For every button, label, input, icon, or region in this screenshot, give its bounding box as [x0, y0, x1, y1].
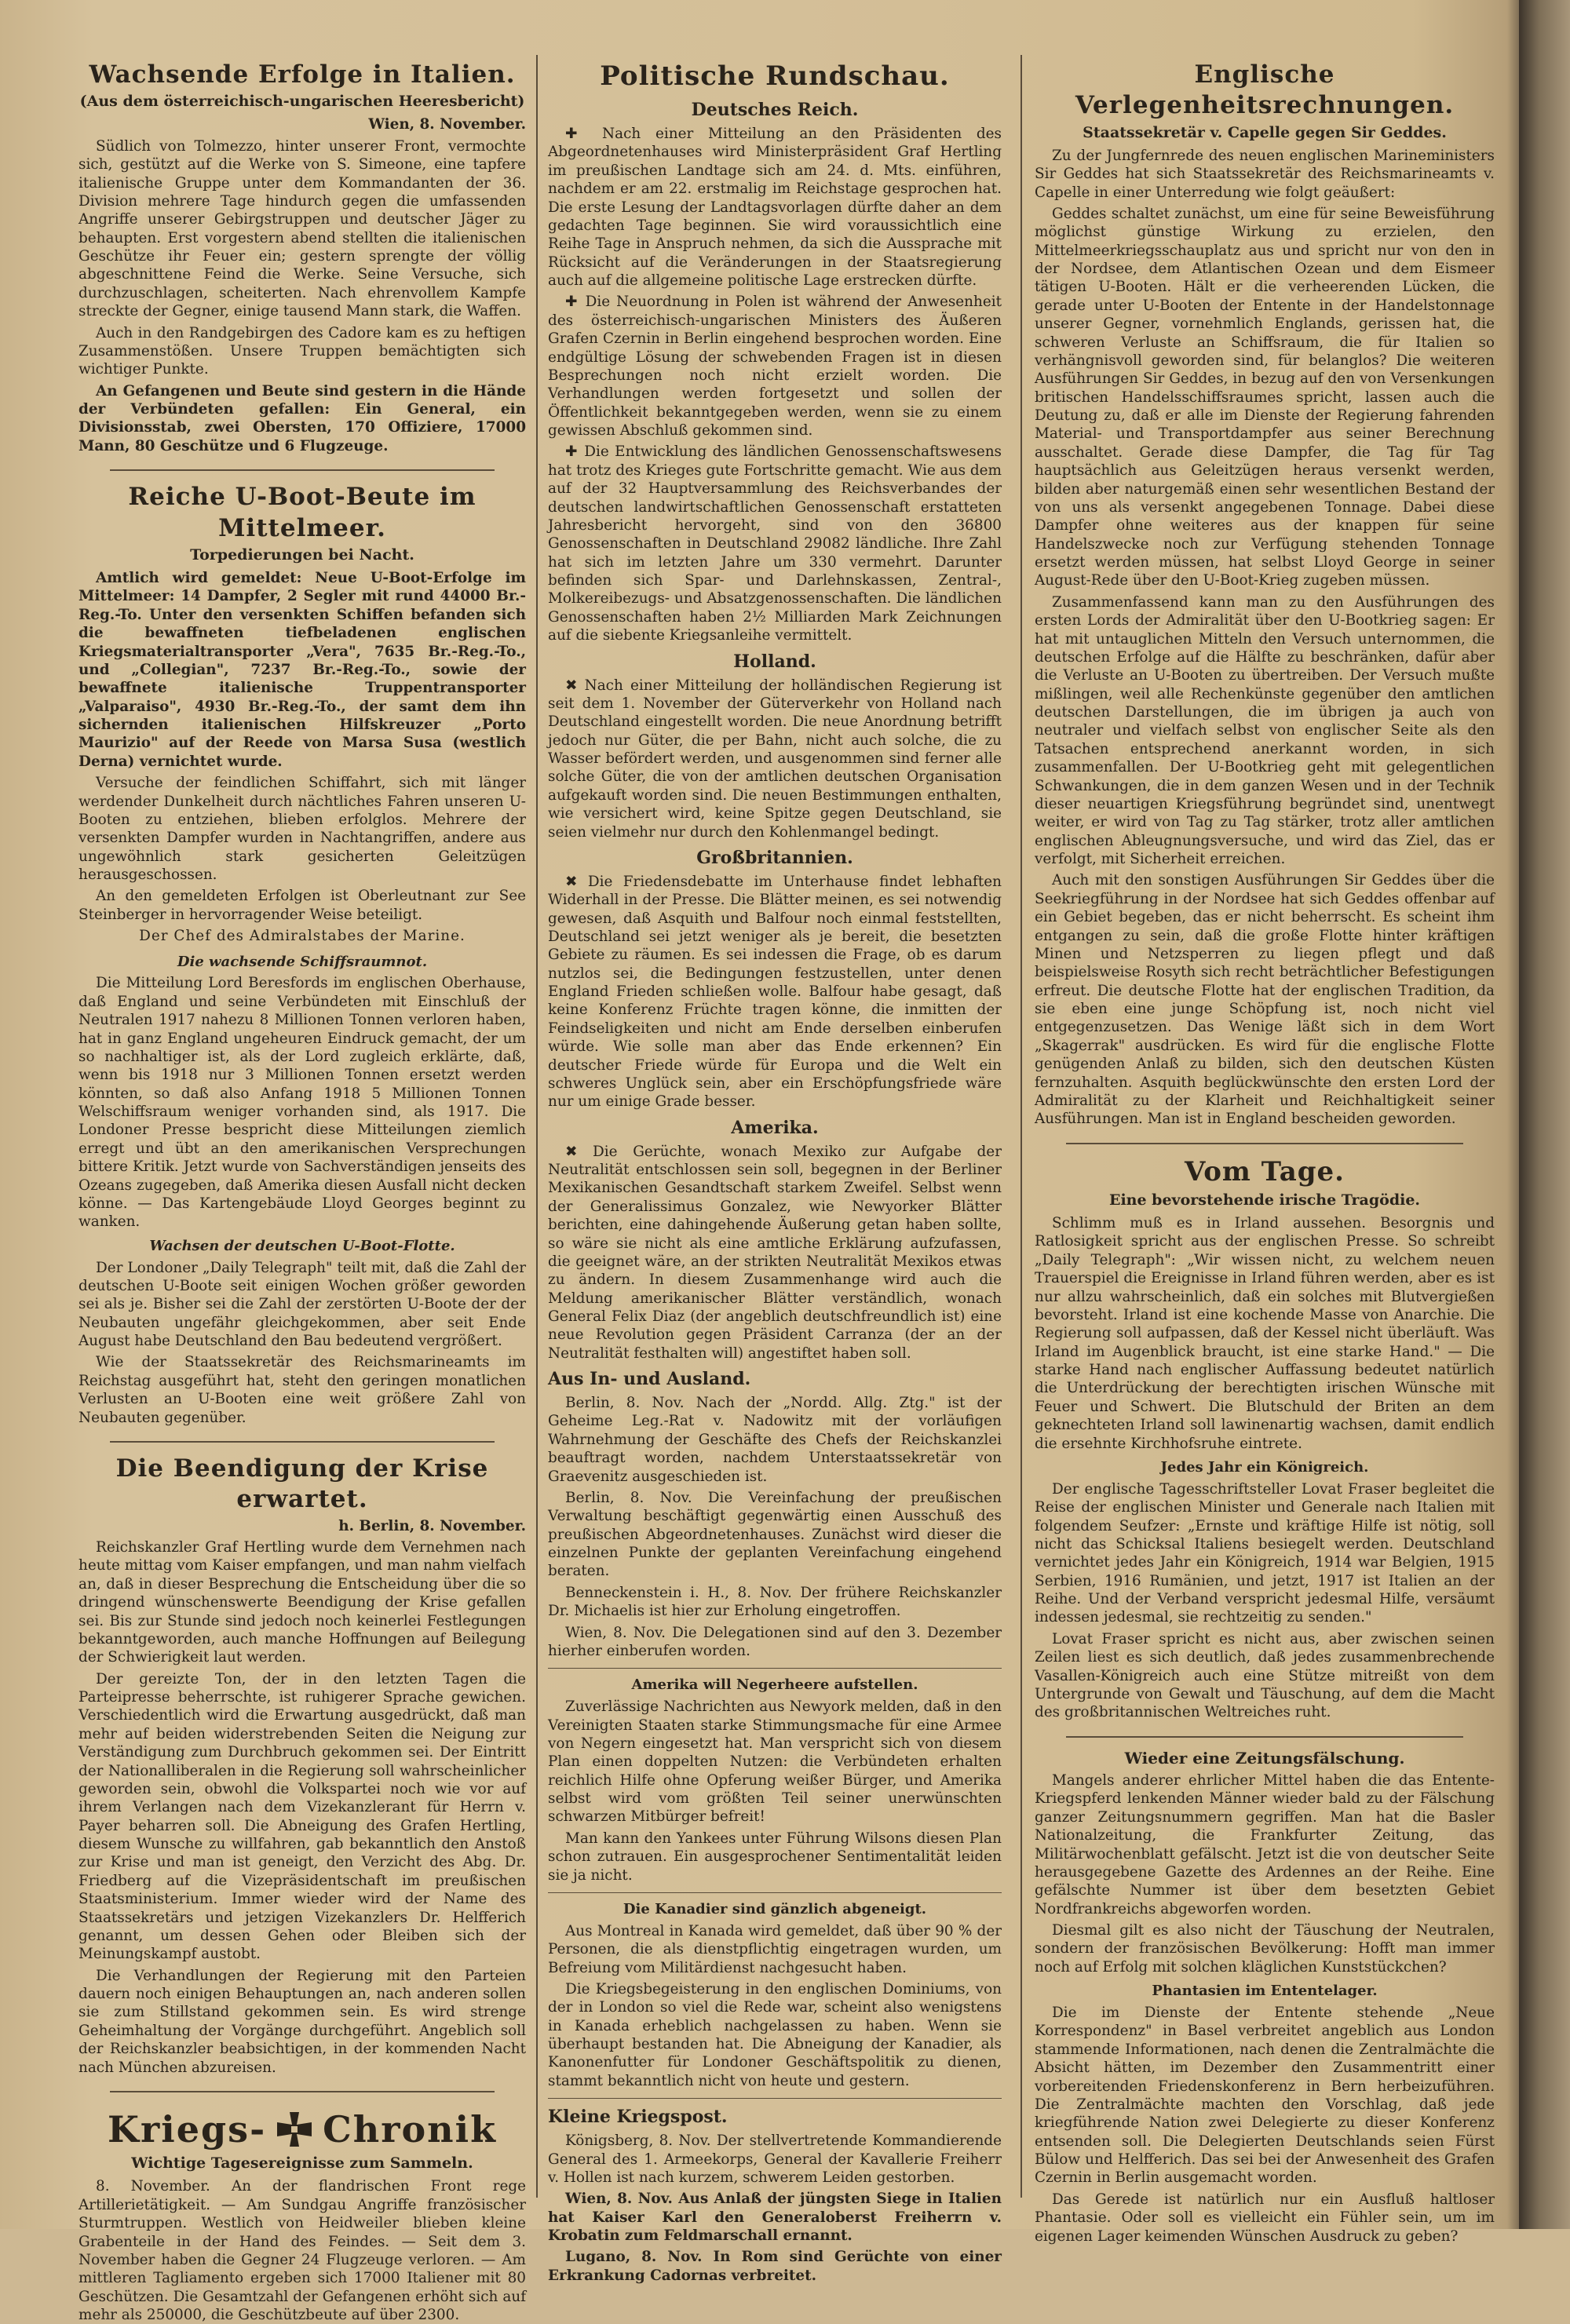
column-rule: [536, 55, 538, 2198]
headline-verlegenheit: Englische Verlegenheitsrechnungen.: [1075, 60, 1455, 120]
headline-krise: Die Beendigung der Krise erwartet.: [115, 1454, 489, 1514]
paragraph: An Gefangenen und Beute sind gestern in die Hände der Verbündeten gefallen: Ein General, ein Divisionsstab, zwei Obersten, 170 Offiziere, 17000 Mann, 80 Geschütze und 6 Flugzeuge.: [78, 382, 526, 454]
paragraph: ✖ Die Gerüchte, wonach Mexiko zur Aufgabe der Neutralität entschlossen sein soll, begegnen in der Berliner Mexikanischen Gesandtschaft starkem Zweifel. Selbst wenn der Generalissimus Gonzalez, wie Newyorker Blätter berichten, eine dahingehende Äußerung getan haben sollte, so wäre sie nicht als eine amtliche Erklärung aufzufassen, die geeignet wäre, an der strikten Neutralität Mexikos etwas zu ändern. In diesem Zusammenhange wird auch die Meldung amerikanischer Blätter verständlich, wonach General Felix Diaz (der angeblich deutschfreundlich ist) eine neue Revolution gegen Präsident Carranza (der an der Neutralität festhalten will) angestiftet haben soll.: [548, 1143, 1002, 1362]
paragraph: Der gereizte Ton, der in den letzten Tagen die Parteipresse beherrschte, ist ruhigerer Sprache gewichen. Verschiedentlich wird die Erwartung ausgedrückt, daß man mehr auf beiden widerstrebenden Seiten die Neigung zur Verständigung zum Durchbruch gekommen sei. Der Eintritt der Nationalliberalen in die Regierung soll wahrscheinlicher geworden sein, obwohl die Volkspartei noch wie vor auf ihrem Verlangen nach dem Vizekanzlerant für Herrn v. Payer beharren soll. Die Abneigung des Grafen Hertling, diesem Wunsche zu willfahren, gab bekanntlich den Anstoß zur Krise und man ist geneigt, den Verzicht des Abg. Dr. Friedberg auf die Vizepräsidentschaft im preußischen Staatsministerium. Immer wieder wird der Name des Staatssekretärs und jetzigen Vizekanzlers Dr. Helfferich genannt, um dessen Gehen oder Bleiben sich der Meinungskampf austobt.: [78, 1670, 526, 1963]
paragraph: Königsberg, 8. Nov. Der stellvertretende Kommandierende General des 1. Armeekorps, General der Kavallerie Freiherr v. Hollen ist nach kurzem, schwerem Leiden gestorben.: [548, 2132, 1002, 2186]
page-edge: [1519, 0, 1570, 2229]
headline-vom-tage: Vom Tage.: [1184, 1155, 1345, 1188]
headline-italien: Wachsende Erfolge in Italien.: [89, 60, 516, 89]
paragraph: ✚ Die Entwicklung des ländlichen Genossenschaftswesens hat trotz des Krieges gute Fortschritte gemacht. Wie aus dem auf der 32 Hauptversammlung des Reichsverbandes der deutschen landwirtschaftlichen Genossenschaft erstatteten Jahresbericht hervorgeht, sind von den 36800 Genossenschaften in Deutschland 29082 ländliche. Ihre Zahl hat sich im letzten Jahre um 330 vermehrt. Darunter befinden sich Spar- und Darlehnskassen, Zentral-, Molkereibezugs- und Absatzgenossenschaften. Die ländlichen Genossenschaften haben 2½ Milliarden Mark Zeichnungen auf die siebente Kriegsanleihe vermittelt.: [548, 443, 1002, 644]
paragraph: Wien, 8. Nov. Aus Anlaß der jüngsten Siege in Italien hat Kaiser Karl den Generaloberst Freiherrn v. Krobatin zum Feldmarschall ernannt.: [548, 2191, 1002, 2245]
paragraph: Südlich von Tolmezzo, hinter unserer Front, vermochte sich, gestützt auf die Werke von S. Simeone, eine tapfere italienische Gruppe unter dem Kommandanten der 36. Division mehrere Tage hindurch gegen die umfassenden Angriffe unserer Gebirgstruppen und deutscher Jäger zu behaupten. Erst vorgestern abend stellten die italienischen Geschütze ihr Feuer ein; gestern sprengte der völlig abgeschnittene Feind die Werke. Seine Versuche, sich durchzuschlagen, scheiterten. Nach ehrenvollem Kampfe streckte der Gegner, einige tausend Mann stark, die Waffen.: [78, 137, 526, 320]
paragraph: Zusammenfassend kann man zu den Ausführungen des ersten Lords der Admiralität über den U-Bootkrieg sagen: Er hat mit untauglichen Mitteln den Versuch unternommen, die deutschen Erfolge auf die Hälfte zu beschränken, dafür aber die Verluste an U-Booten zu übertreiben. Der Versuch mußte mißlingen, weil alle Rechenkünste gegenüber den amtlichen deutschen Darstellungen, die im übrigen ja auch von neutraler und vielfach selbst von englischer Seite als den Tatsachen entsprechend anerkannt worden, in sich zusammenfallen. Der U-Bootkrieg geht mit gelegentlichen Schwankungen, die in dem ganzen Wesen und in der Technik dieser neuartigen Kriegsführung begründet sind, unentwegt weiter, er wird von Tag zu Tag stärker, trotz aller amtlichen englischen Ableugnungsversuche, und wird das Ziel, das er verfolgt, mit Sicherheit erreichen.: [1035, 593, 1495, 868]
headline-uboot: Reiche U-Boot-Beute im Mittelmeer.: [128, 483, 476, 542]
paragraph: Die Mitteilung Lord Beresfords im englischen Oberhause, daß England und seine Verbündeten mit Einschluß der Neutralen 1917 nahezu 8 Millionen Tonnen verloren haben, hat in ganz England ungeheuren Eindruck gemacht, der um so nachhaltiger ist, als der Lord zugleich erklärte, daß, wenn bis 1918 nur 3 Millionen Tonnen ersetzt werden könnten, so daß also Anfang 1918 5 Millionen Tonnen Welschiffsraum weniger vorhanden sind, als 1917. Die Londoner Presse bespricht diese Mitteilungen ziemlich erregt und übt an den amerikanischen Versprechungen bittere Kritik. Jetzt wurde von Sachverständigen jenseits des Ozeans zugegeben, daß Amerika diesen Ausfall nicht decken könne. — Das Kartengebäude Lloyd Georges beginnt zu wanken.: [78, 975, 526, 1231]
signature: Der Chef des Admiralstabes der Marine.: [139, 928, 466, 945]
separator: [548, 1892, 1002, 1893]
paragraph: Benneckenstein i. H., 8. Nov. Der frühere Reichskanzler Dr. Michaelis ist hier zur Erholung eingetroffen.: [548, 1584, 1002, 1620]
paragraph: Zuverlässige Nachrichten aus Newyork melden, daß in den Vereinigten Staaten starke Stimmungsmache für eine Armee von Negern eingesetzt hat. Man verspricht sich von diesem Plan einen doppelten Nutzen: die Verbündeten erhalten reichlich Hilfe ohne Opferung weißer Bürger, und Amerika selbst wird vom größten Teil seiner unerwünschten schwarzen Mitbürger befreit!: [548, 1698, 1002, 1826]
section-heading: Die wachsende Schiffsraumnot.: [177, 953, 428, 970]
section-heading: Großbritannien.: [696, 847, 853, 868]
paragraph: Berlin, 8. Nov. Die Vereinfachung der preußischen Verwaltung beschäftigt gegenwärtig einen Ausschuß des preußischen Abgeordnetenhauses. Zunächst wird dieser die einzelnen Punkte der geplanten Vereinfachung eingehend beraten.: [548, 1489, 1002, 1580]
subheadline: Torpedierungen bei Nacht.: [190, 545, 414, 564]
column-rule: [1020, 55, 1022, 2198]
paragraph: Geddes schaltet zunächst, um eine für seine Beweisführung möglichst günstige Wirkung zu erzielen, den Mittelmeerkriegsschauplatz aus und spricht nur von den in der Nordsee, dem Atlantischen Ozean und dem Eismeer tätigen U-Booten. Hält er die verheerenden Lücken, die gerade unter U-Booten der Entente in der Handelstonnage unserer Gegner, vornehmlich Englands, gerissen hat, die schweren Verluste an Schiffsraum, die für Italien so verhängnisvoll geworden sind, für belanglos? Die weiteren Ausführungen Sir Geddes, in bezug auf den von Versenkungen britischen Handelsschiffsraumes spricht, lassen auch die Deutung zu, daß er alle im Dienste der Regierung fahrenden Material- und Transportdampfer aus seiner Berechnung ausschaltet. Gerade diese Dampfer, die Tag für Tag hauptsächlich aus Geleitzügen heraus versenkt werden, bilden aber naturgemäß einen sehr wesentlichen Bestand der von uns als versenkt angegebenen Tonnage. Dabei diese Dampfer ohne weiteres aus der knappen für seine Handelszwecke noch zur Verfügung stehenden Tonnage ersetzt werden müssen, hat selbst Lloyd George in seiner August-Rede über den U-Boot-Krieg zugeben müssen.: [1035, 205, 1495, 589]
paragraph: Wie der Staatssekretär des Reichsmarineamts im Reichstag ausgeführt hat, steht den geringen monatlichen Verlusten an U-Booten eine weit größere Zahl von Neubauten gegenüber.: [78, 1354, 526, 1426]
section-heading: Deutsches Reich.: [691, 100, 859, 121]
paragraph: Berlin, 8. Nov. Nach der „Nordd. Allg. Ztg." ist der Geheime Leg.-Rat v. Nadowitz mit der vorläufigen Wahrnehmung der Geschäfte des Chefs der Reichskanzlei beauftragt worden, nachdem Unterstaatssekretär von Graevenitz ausgeschieden ist.: [548, 1395, 1002, 1485]
paragraph: An den gemeldeten Erfolgen ist Oberleutnant zur See Steinberger in hervorragender Weise beteiligt.: [78, 888, 526, 923]
paragraph: Das Gerede ist natürlich nur ein Ausfluß haltloser Phantasie. Oder soll es vielleicht ein Fühler sein, um im eigenen Lager keimenden Wünschen Ausdruck zu geben?: [1035, 2191, 1495, 2245]
separator: [1066, 1736, 1463, 1738]
paragraph: Die im Dienste der Entente stehende „Neue Korrespondenz" in Basel verbreitet angeblich aus London stammende Informationen, nach denen die Zentralmächte die Absicht hätten, im Dezember den Zusammentritt einer vorbereitenden Friedenskonferenz in Bern herbeizuführen. Die Zentralmächte machten den Vorschlag, daß jede kriegführende Nation zwei Delegierte zu dieser Konferenz entsenden soll. Die Delegierten Deutschlands seien Fürst Bülow und Helfferich. Das sei bei der Anwesenheit des Grafen Czernin in Berlin ausgemacht worden.: [1035, 2005, 1495, 2187]
paragraph: Auch mit den sonstigen Ausführungen Sir Geddes über die Seekriegführung in der Nordsee hat sich Geddes offenbar auf ein Gebiet begeben, das er nicht beherrscht. Es scheint ihm entgangen zu sein, daß die große Flotte hinter kräftigen Minen und Netzsperren zu liegen pflegt und daß beispielsweise Rosyth sich recht beträchtlicher Befestigungen erfreut. Die deutsche Flotte hat der englischen Tradition, da sie eben eine junge Schöpfung ist, noch nicht viel entgegenzusetzen. Das Wenige läßt sich in dem Wort „Skagerrak" ausdrücken. Es wird für die englische Flotte genügenden Anlaß zu bilden, sich den deutschen Küsten fernzuhalten. Asquith beglückwünschte den ersten Lord der Admiralität zu der Klarheit und Reichhaltigkeit seiner Ausführungen. Man ist in England bescheiden geworden.: [1035, 872, 1495, 1128]
paragraph: ✚ Nach einer Mitteilung an den Präsidenten des Abgeordnetenhauses wird Ministerpräsident Graf Hertling im preußischen Landtage sich am 24. d. Mts. einführen, nachdem er am 22. erstmalig im Reichstage gesprochen hat. Die erste Lesung der Landtagsvorlagen dürfte daher an dem gedachten Tage beginnen. Sie wird voraussichtlich eine Reihe Tage in Anspruch nehmen, da sich die Aussprache mit Rücksicht auf die Veränderungen in der Staatsregierung auch auf die allgemeine politische Lage erstrecken dürfte.: [548, 126, 1002, 290]
column-left: [78, 55, 526, 2324]
paragraph: Wien, 8. Nov. Die Delegationen sind auf den 3. Dezember hierher einberufen worden.: [548, 1624, 1002, 1659]
column-middle: [548, 55, 1002, 2284]
section-heading: Holland.: [733, 651, 816, 672]
section-heading: Jedes Jahr ein Königreich.: [1160, 1458, 1369, 1476]
chronik-word-left: Kriegs-: [108, 2107, 267, 2151]
paragraph: Mangels anderer ehrlicher Mittel haben die das Entente-Kriegspferd lenkenden Männer wieder bald zu der Fälschung ganzer Zeitungsnummern gegriffen. Man hat die Basler Nationalzeitung, die Frankfurter Zeitung, das Militärwochenblatt gefälscht. Jetzt ist die von deutscher Seite herausgegebene Gazette des Ardennes an der Reihe. Eine gefälschte Nummer ist über dem besetzten Gebiet Nordfrankreichs abgeworfen worden.: [1035, 1772, 1495, 1917]
paragraph: Lugano, 8. Nov. In Rom sind Gerüchte von einer Erkrankung Cadornas verbreitet.: [548, 2249, 1002, 2284]
subheadline: (Aus dem österreichisch-ungarischen Heeresbericht): [79, 93, 525, 111]
section-heading: Die Kanadier sind gänzlich abgeneigt.: [623, 1900, 927, 1917]
paragraph: Die Kriegsbegeisterung in den englischen Dominiums, von der in London so viel die Rede war, scheint also wenigstens in Kanada erheblich nachgelassen zu haben. Wenn sie überhaupt bestanden hat. Die Abneigung der Kanadier, als Kanonenfutter für Londoner Geschäftspolitik zu dienen, stammt bekanntlich nicht von heute und gestern.: [548, 1980, 1002, 2089]
subheadline: Eine bevorstehende irische Tragödie.: [1108, 1191, 1421, 1209]
paragraph: Schlimm muß es in Irland aussehen. Besorgnis und Ratlosigkeit spricht aus der englischen Presse. So schreibt „Daily Telegraph": „Wir wissen nicht, zu welchem neuen Trauerspiel die Ereignisse in Irland führen werden, aber es ist nur allzu wahrscheinlich, daß ein solches mit Blutvergießen bevorsteht. Irland ist eine kochende Masse von Anarchie. Die Regierung soll aufpassen, daß der Kessel nicht überläuft. Was Irland im Augenblick braucht, ist eine starke Hand." — Die starke Hand nach englischer Auffassung bedeutet natürlich die Unterdrückung der berechtigten irischen Wünsche mit Feuer und Schwert. Die Blutschuld der Briten an dem geknechteten Irland soll lawinenartig wachsen, damit endlich die ersehnte Kirchhofsruhe eintrete.: [1035, 1215, 1495, 1452]
column-right: [1035, 55, 1495, 2245]
paragraph: Der englische Tagesschriftsteller Lovat Fraser begleitet die Reise der englischen Minister und Generale nach Italien mit folgendem Seufzer: „Ernste und kräftige Hilfe ist nötig, soll nicht das Schicksal Italiens besiegelt werden. Deutschland vernichtet jedes Jahr ein Königreich, 1914 war Belgien, 1915 Serbien, 1916 Rumänien, und jetzt, 1917 ist Italien an der Reihe. Und der Verband verspricht jedesmal Hilfe, versäumt indessen jedesmal, sie rechtzeitig zu senden.": [1035, 1480, 1495, 1626]
section-heading: Kleine Kriegspost.: [548, 2107, 728, 2128]
separator: [110, 469, 495, 471]
section-heading: Phantasien im Ententelager.: [1152, 1983, 1378, 2000]
paragraph: Auch in den Randgebirgen des Cadore kam es zu heftigen Zusammenstößen. Unsere Truppen bemächtigten sich wichtiger Punkte.: [78, 324, 526, 378]
kriegs-chronik-title: [78, 2107, 526, 2152]
subheadline: Wichtige Tagesereignisse zum Sammeln.: [131, 2154, 473, 2173]
subheadline: Staatssekretär v. Capelle gegen Sir Geddes.: [1083, 123, 1447, 141]
separator: [548, 1668, 1002, 1669]
chronik-word-right: Chronik: [323, 2107, 497, 2151]
headline-rundschau: Politische Rundschau.: [600, 60, 950, 92]
section-heading: Amerika.: [731, 1117, 819, 1138]
section-heading: Wachsen der deutschen U-Boot-Flotte.: [149, 1237, 455, 1254]
dateline: Wien, 8. November.: [368, 116, 526, 133]
section-heading: Amerika will Negerheere aufstellen.: [631, 1676, 918, 1694]
separator: [110, 2091, 495, 2092]
iron-cross-icon: [276, 2111, 313, 2148]
separator: [110, 1441, 495, 1443]
dateline: h. Berlin, 8. November.: [338, 1517, 526, 1534]
separator: [548, 2098, 1002, 2099]
section-heading: Aus In- und Ausland.: [548, 1369, 751, 1390]
paragraph: Aus Montreal in Kanada wird gemeldet, daß über 90 % der Personen, die als dienstpflichtig eingetragen wurden, um Befreiung vom Militärdienst nachgesucht haben.: [548, 1922, 1002, 1976]
paragraph: Zu der Jungfernrede des neuen englischen Marineministers Sir Geddes hat sich Staatssekretär des Reichsmarineamts v. Capelle in einer Unterredung wie folgt geäußert:: [1035, 147, 1495, 201]
paragraph: Die Verhandlungen der Regierung mit den Parteien dauern noch einigen Behauptungen an, nach anderen sollen sie zum Stillstand gekommen sein. Es wird strenge Geheimhaltung der Vorgänge durchgeführt. Angeblich soll der Reichskanzler beabsichtigen, in der kommenden Nacht nach München abzureisen.: [78, 1967, 526, 2076]
paragraph: Man kann den Yankees unter Führung Wilsons diesen Plan schon zutrauen. Ein ausgesprochener Sentimentalität leiden sie ja nicht.: [548, 1830, 1002, 1884]
paragraph: Lovat Fraser spricht es nicht aus, aber zwischen seinen Zeilen liest es sich deutlich, daß jedes zusammenbrechende Vasallen-Königreich auch eine Stütze mitreißt von dem Untergrunde von Gewalt und Täuschung, auf dem die Macht des großbritannischen Weltreiches ruht.: [1035, 1630, 1495, 1721]
section-heading: Wieder eine Zeitungsfälschung.: [1124, 1748, 1405, 1768]
paragraph: Versuche der feindlichen Schiffahrt, sich mit länger werdender Dunkelheit durch nächtliches Fahren unseren U-Booten zu entziehen, blieben erfolglos. Mehrere der versenkten Dampfer wurden in Nachtangriffen, andere aus ungewöhnlich stark gesicherten Geleitzügen herausgeschossen.: [78, 775, 526, 884]
paragraph: ✚ Die Neuordnung in Polen ist während der Anwesenheit des österreichisch-ungarischen Ministers des Äußeren Grafen Czernin in Berlin eingehend besprochen worden. Eine endgültige Lösung der schwebenden Fragen ist in diesen Besprechungen noch nicht erzielt worden. Die Verhandlungen werden fortgesetzt und sollen der Öffentlichkeit bekanntgegeben werden, wenn sie zu einem gewissen Abschluß gekommen sind.: [548, 294, 1002, 440]
paragraph: Amtlich wird gemeldet: Neue U-Boot-Erfolge im Mittelmeer: 14 Dampfer, 2 Segler mit rund 44000 Br.-Reg.-To. Unter den versenkten Schiffen befanden sich die bewaffneten tiefbeladenen englischen Kriegsmaterialtransporter „Vera", 7635 Br.-Reg.-To., und „Collegian", 7237 Br.-Reg.-To., sowie der bewaffnete italienische Truppentransporter „Valparaiso", 4930 Br.-Reg.-To., der samt dem ihn sichernden italienischen Hilfskreuzer „Porto Maurizio" auf der Reede von Marsa Susa (westlich Derna) vernichtet wurde.: [78, 570, 526, 770]
paragraph: Diesmal gilt es also nicht der Täuschung der Neutralen, sondern der französischen Bevölkerung: Hofft man immer noch auf Erfolg mit solchen kläglichen Kunststückchen?: [1035, 1922, 1495, 1976]
paragraph: ✖ Nach einer Mitteilung der holländischen Regierung ist seit dem 1. November der Güterverkehr von Holland nach Deutschland eingestellt worden. Die neue Anordnung betrifft jedoch nur Güter, die per Bahn, nicht auch solche, die zu Wasser befördert werden, und ausgenommen sind ferner alle solche Güter, die von der amtlichen deutschen Organisation aufgekauft worden sind. Die neuen Bestimmungen enthalten, wie versichert wird, keine Spitze gegen Deutschland, sie seien vielmehr nur durch den Kohlenmangel bedingt.: [548, 677, 1002, 841]
paragraph: Reichskanzler Graf Hertling wurde dem Vernehmen nach heute mittag vom Kaiser empfangen, und man nahm vielfach an, daß in dieser Besprechung die Entscheidung über die so dringend wünschenswerte Beendigung der Krise gefallen sei. Bis zur Stunde sind jedoch noch keinerlei Festlegungen bekanntgeworden, auch manche Hoffnungen auf Beilegung der Schwierigkeit laut werden.: [78, 1539, 526, 1666]
paragraph: 8. November. An der flandrischen Front rege Artillerietätigkeit. — Am Sundgau Angriffe französischer Sturmtruppen. Westlich von Heidweiler blieben kleine Grabenteile in der Hand des Feindes. — Seit dem 3. November haben die Gegner 24 Flugzeuge verloren. — Am mittleren Tagliamento ergeben sich 17000 Italiener mit 80 Geschützen. Die Gesamtzahl der Gefangenen erhöht sich auf mehr als 250000, die Geschützbeute auf über 2300.: [78, 2178, 526, 2324]
paragraph: Der Londoner „Daily Telegraph" teilt mit, daß die Zahl der deutschen U-Boote seit einigen Wochen größer geworden sei als je. Bisher sei die Zahl der zerstörten U-Boote der der Neubauten ungefähr gleichgekommen, aber seit Ende August habe Deutschland den Bau bedeutend vergrößert.: [78, 1259, 526, 1350]
paragraph: ✖ Die Friedensdebatte im Unterhause findet lebhaften Widerhall in der Presse. Die Blätter meinen, es sei notwendig gewesen, daß Asquith und Balfour noch einmal feststellten, Deutschland sei jetzt weniger als je bereit, die besetzten Gebiete zu räumen. Es sei indessen die Frage, ob es darum nutzlos sei, die Bedingungen festzustellen, unter denen England Frieden schließen wolle. Balfour habe gesagt, daß keine Konferenz Früchte tragen könne, die inmitten der Feindseligkeiten und nicht am Ende derselben einberufen würde. Wie solle man aber das Ende erkennen? Ein deutscher Friede würde für Europa und die Welt ein schweres Unglück sein, aber ein Erschöpfungsfriede wäre nur um einige Grade besser.: [548, 873, 1002, 1111]
separator: [1066, 1143, 1463, 1144]
